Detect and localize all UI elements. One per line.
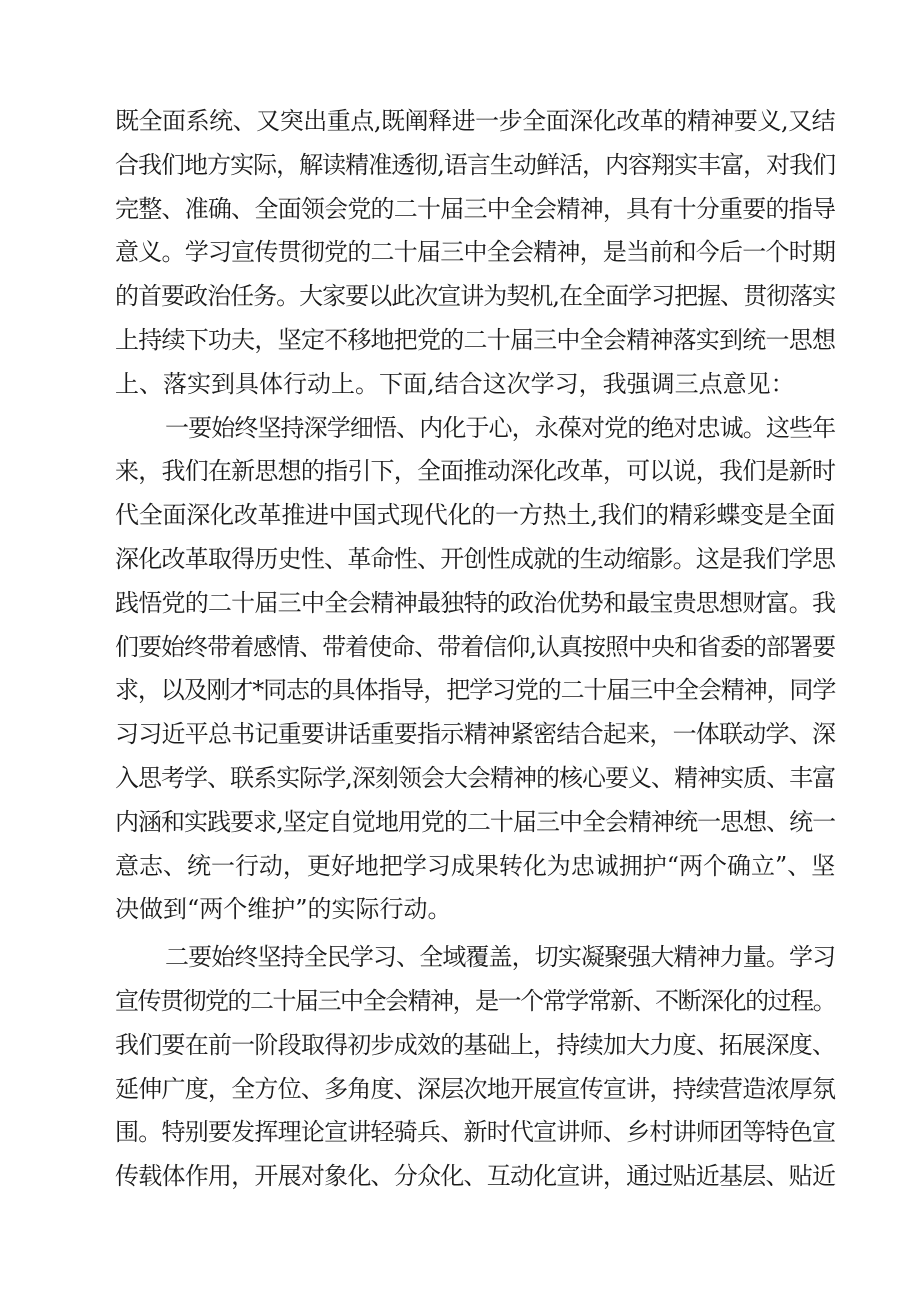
text-line: 习习近平总书记重要讲话重要指示精神紧密结合起来，一体联动学、深 [115, 720, 835, 749]
text-line: 内涵和实践要求,坚定自觉地用党的二十届三中全会精神统一思想、统一 [115, 807, 835, 836]
paragraph-2 [115, 407, 835, 933]
text-line: 一要始终坚持深学细悟、内化于心，永葆对党的绝对忠诚。这些年 [165, 413, 835, 442]
text-line: 们要始终带着感情、带着使命、带着信仰,认真按照中央和省委的部署要 [115, 632, 835, 661]
text-line: 践悟党的二十届三中全会精神最独特的政治优势和最宝贵思想财富。我 [115, 588, 835, 617]
text-line: 上、落实到具体行动上。下面,结合这次学习，我强调三点意见： [115, 369, 795, 398]
text-line: 上持续下功夫，坚定不移地把党的二十届三中全会精神落实到统一思想 [115, 325, 835, 354]
text-line: 的首要政治任务。大家要以此次宣讲为契机,在全面学习把握、贯彻落实 [115, 282, 835, 311]
text-line: 合我们地方实际，解读精准透彻,语言生动鲜活，内容翔实丰富，对我们 [115, 150, 835, 179]
text-line: 意义。学习宣传贯彻党的二十届三中全会精神，是当前和今后一个时期 [115, 238, 835, 267]
text-line: 我们要在前一阶段取得初步成效的基础上，持续加大力度、拓展深度、 [115, 1030, 835, 1059]
text-line: 二要始终坚持全民学习、全域覆盖，切实凝聚强大精神力量。学习 [165, 943, 835, 972]
document-body [115, 100, 835, 1199]
text-line: 来，我们在新思想的指引下，全面推动深化改革，可以说，我们是新时 [115, 457, 835, 486]
text-line: 传载体作用，开展对象化、分众化、互动化宣讲，通过贴近基层、贴近 [115, 1162, 835, 1191]
text-line: 既全面系统、又突出重点,既阐释进一步全面深化改革的精神要义,又结 [115, 107, 835, 135]
text-line: 深化改革取得历史性、革命性、开创性成就的生动缩影。这是我们学思 [115, 544, 835, 573]
text-line: 完整、准确、全面领会党的二十届三中全会精神，具有十分重要的指导 [115, 194, 835, 223]
text-line: 宣传贯彻党的二十届三中全会精神，是一个常学常新、不断深化的过程。 [115, 986, 835, 1015]
text-line: 延伸广度，全方位、多角度、深层次地开展宣传宣讲，持续营造浓厚氛 [115, 1074, 835, 1103]
text-line: 意志、统一行动，更好地把学习成果转化为忠诚拥护“两个确立”、坚 [115, 851, 835, 880]
text-line: 代全面深化改革推进中国式现代化的一方热土,我们的精彩蝶变是全面 [115, 501, 835, 530]
text-line: 求，以及刚才*同志的具体指导，把学习党的二十届三中全会精神，同学 [115, 676, 835, 705]
paragraph-1 [115, 100, 835, 407]
text-line: 决做到“两个维护”的实际行动。 [115, 895, 452, 924]
paragraph-3 [115, 936, 835, 1199]
text-line: 围。特别要发挥理论宣讲轻骑兵、新时代宣讲师、乡村讲师团等特色宣 [115, 1118, 835, 1147]
text-line: 入思考学、联系实际学,深刻领会大会精神的核心要义、精神实质、丰富 [115, 763, 835, 792]
